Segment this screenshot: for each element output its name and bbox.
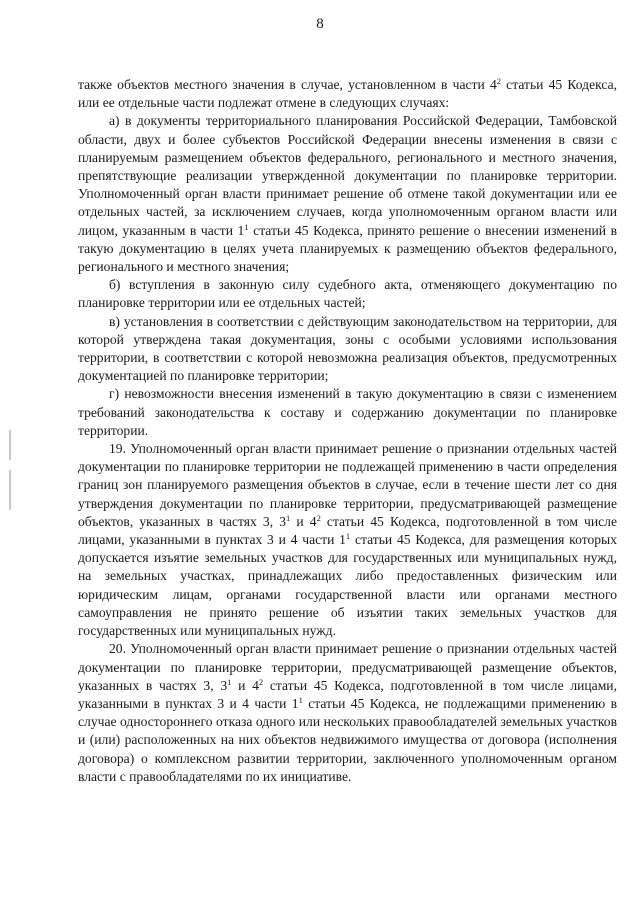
paragraph-p0: также объектов местного значения в случае, установленном в части $4^2$ статьи 45 Кодекса, или ее отдельные части подлежат отмене в следующих случаях: (78, 76, 618, 111)
page-number: 8 (316, 16, 324, 32)
paragraph-pg: г) невозможности внесения изменений в такую документацию в связи с изменением требований законодательства к составу и содержанию документации по планировке территории. (78, 386, 617, 438)
scan-margin-mark (9, 470, 11, 510)
document-body (78, 76, 617, 786)
paragraph-p20: 20. Уполномоченный орган власти принимает решение о признании отдельных частей документации по планировке территории, предусматривающей размещение объектов, указанных в частях 3, $3^1$ и $4^2$ статьи 45 Кодекса, подготовленной в том числе лицами, указанными в пунктах 3 и 4 части $1^1$ статьи 45 Кодекса, не подлежащими применению в случае одностороннего отказа одного или нескольких правообладателей земельных участков и (или) расположенных на них объектов недвижимого имущества от договора (исполнения договора) о комплексном развитии территории, заключенного уполномоченным органом власти с правообладателями по их инициативе. (78, 641, 617, 784)
paragraph-pa: а) в документы территориального планирования Российской Федерации, Тамбовской области, двух и более субъектов Российской Федерации внесены изменения в связи с планируемым размещением объектов федерального, регионального и местного значения, препятствующие реализации утвержденной документации по планировке территории. Уполномоченный орган власти принимает решение об отмене такой документации или ее отдельных частей, за исключением случаев, когда уполномоченным органом власти или лицом, указанным в части $1^1$ статьи 45 Кодекса, принято решение о внесении изменений в такую документацию в целях учета планируемых к размещению объектов федерального, регионального и местного значения; (78, 113, 618, 275)
scan-margin-mark (9, 430, 11, 460)
paragraph-pv: в) установления в соответствии с действующим законодательством на территории, для которой утверждена такая документация, зоны с особыми условиями использования территории, в соответствии с которой невозможна реализация объектов, предусмотренных документацией по планировке территории; (78, 313, 617, 384)
paragraph-pb: б) вступления в законную силу судебного акта, отменяющего документацию по планировке территории или ее отдельных частей; (78, 277, 617, 311)
paragraph-p19: 19. Уполномоченный орган власти принимает решение о признании отдельных частей документации по планировке территории не подлежащей применению в части определения границ зон планируемого размещения объектов в случае, если в течение шести лет со дня утверждения документации по планировке территории, предусматривающей размещение объектов, указанных в частях 3, $3^1$ и $4^2$ статьи 45 Кодекса, подготовленной в том числе лицами, указанными в пунктах 3 и 4 части $1^1$ статьи 45 Кодекса, для размещения которых допускается изъятие земельных участков для государственных или муниципальных нужд, на земельных участках, принадлежащих либо предоставленных физическим или юридическим лицам, органами государственной власти или органами местного самоуправления не принято решение об изъятии таких земельных участков для государственных или муниципальных нужд. (78, 441, 618, 639)
